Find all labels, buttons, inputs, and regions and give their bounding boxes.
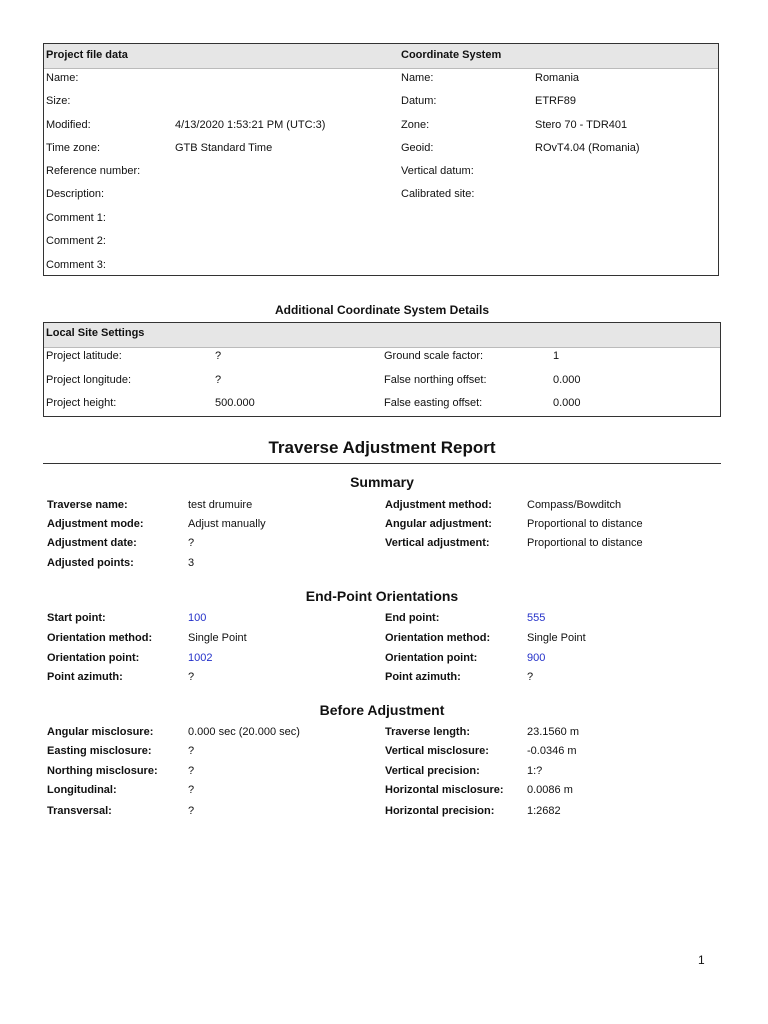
field-value: ?	[188, 537, 195, 549]
field-value: 4/13/2020 1:53:21 PM (UTC:3)	[175, 119, 326, 131]
field-label: Zone:	[401, 119, 430, 131]
end-orientation-point-link[interactable]: 900	[527, 652, 546, 664]
field-label: Angular misclosure:	[47, 726, 154, 738]
project-row	[44, 159, 718, 182]
field-label: Project height:	[46, 397, 117, 409]
field-value: Single Point	[188, 632, 247, 644]
field-value: 0.000 sec (20.000 sec)	[188, 726, 300, 738]
end-point-link[interactable]: 555	[527, 612, 546, 624]
field-label: Point azimuth:	[385, 671, 461, 683]
field-value: ?	[215, 374, 222, 386]
field-label: Size:	[46, 95, 71, 107]
field-value: 0.000	[553, 397, 581, 409]
settings-row	[44, 344, 720, 367]
field-label: Transversal:	[47, 805, 112, 817]
title-divider	[43, 463, 721, 464]
field-label: Horizontal precision:	[385, 805, 495, 817]
settings-row	[44, 368, 720, 391]
field-value: ETRF89	[535, 95, 576, 107]
field-label: Project latitude:	[46, 350, 122, 362]
project-row	[44, 206, 718, 229]
field-label: Name:	[401, 72, 434, 84]
field-label: Orientation method:	[47, 632, 153, 644]
field-label: Datum:	[401, 95, 437, 107]
field-value: Romania	[535, 72, 580, 84]
field-label: Time zone:	[46, 142, 101, 154]
additional-details-title: Additional Coordinate System Details	[274, 303, 490, 317]
field-label: Geoid:	[401, 142, 434, 154]
field-value: 1	[553, 350, 560, 362]
field-label: Comment 2:	[46, 235, 106, 247]
field-label: Vertical misclosure:	[385, 745, 489, 757]
field-label: Comment 3:	[46, 259, 106, 271]
field-label: Point azimuth:	[47, 671, 123, 683]
end-point-orientations-title: End-Point Orientations	[305, 588, 459, 604]
project-row	[44, 182, 718, 205]
project-row	[44, 253, 718, 276]
field-value: ?	[188, 745, 195, 757]
field-value: ?	[188, 805, 195, 817]
field-label: Name:	[46, 72, 79, 84]
field-label: Reference number:	[46, 165, 141, 177]
field-value: ?	[188, 765, 195, 777]
field-label: Vertical precision:	[385, 765, 480, 777]
field-value: 1:2682	[527, 805, 561, 817]
local-site-settings-heading: Local Site Settings	[46, 327, 145, 339]
before-adjustment-title: Before Adjustment	[319, 702, 445, 718]
report-title: Traverse Adjustment Report	[268, 438, 496, 457]
project-file-data-heading: Project file data	[46, 49, 128, 61]
field-value: ROvT4.04 (Romania)	[535, 142, 640, 154]
field-label: False northing offset:	[384, 374, 487, 386]
field-label: Description:	[46, 188, 105, 200]
field-value: -0.0346 m	[527, 745, 577, 757]
project-coordinate-box	[43, 43, 719, 276]
field-label: Orientation method:	[385, 632, 491, 644]
field-value: GTB Standard Time	[175, 142, 273, 154]
field-label: Northing misclosure:	[47, 765, 158, 777]
field-label: Longitudinal:	[47, 784, 117, 796]
field-value: Stero 70 - TDR401	[535, 119, 628, 131]
local-site-settings-box	[43, 322, 721, 417]
coordinate-system-heading: Coordinate System	[401, 49, 502, 61]
settings-row	[44, 391, 720, 414]
field-value: 1:?	[527, 765, 543, 777]
field-value: test drumuire	[188, 499, 253, 511]
field-label: Modified:	[46, 119, 91, 131]
field-label: Angular adjustment:	[385, 518, 492, 530]
field-label: Traverse name:	[47, 499, 128, 511]
start-orientation-point-link[interactable]: 1002	[188, 652, 213, 664]
project-row	[44, 113, 718, 136]
field-label: Start point:	[47, 612, 106, 624]
project-row	[44, 136, 718, 159]
field-value: 0.0086 m	[527, 784, 573, 796]
field-label: Calibrated site:	[401, 188, 475, 200]
project-row	[44, 66, 718, 89]
field-value: Proportional to distance	[527, 537, 643, 549]
field-label: False easting offset:	[384, 397, 483, 409]
field-value: ?	[188, 784, 195, 796]
field-label: Adjustment date:	[47, 537, 137, 549]
field-label: Orientation point:	[47, 652, 140, 664]
field-label: Easting misclosure:	[47, 745, 152, 757]
project-row	[44, 89, 718, 112]
field-value: ?	[215, 350, 222, 362]
field-value: Single Point	[527, 632, 586, 644]
project-row	[44, 229, 718, 252]
field-value: 500.000	[215, 397, 255, 409]
field-label: Comment 1:	[46, 212, 106, 224]
field-label: Vertical datum:	[401, 165, 474, 177]
page-number: 1	[698, 953, 705, 967]
field-label: Adjustment method:	[385, 499, 492, 511]
field-label: Adjustment mode:	[47, 518, 144, 530]
field-label: Adjusted points:	[47, 557, 134, 569]
field-value: Proportional to distance	[527, 518, 643, 530]
field-label: Vertical adjustment:	[385, 537, 490, 549]
field-value: ?	[188, 671, 195, 683]
field-value: 3	[188, 557, 195, 569]
field-value: Compass/Bowditch	[527, 499, 622, 511]
field-label: Traverse length:	[385, 726, 470, 738]
start-point-link[interactable]: 100	[188, 612, 207, 624]
field-label: Horizontal misclosure:	[385, 784, 504, 796]
summary-title: Summary	[350, 474, 414, 490]
field-value: ?	[527, 671, 534, 683]
field-label: Ground scale factor:	[384, 350, 484, 362]
field-value: 0.000	[553, 374, 581, 386]
field-value: Adjust manually	[188, 518, 266, 530]
field-label: End point:	[385, 612, 440, 624]
field-label: Orientation point:	[385, 652, 478, 664]
field-value: 23.1560 m	[527, 726, 579, 738]
field-label: Project longitude:	[46, 374, 131, 386]
